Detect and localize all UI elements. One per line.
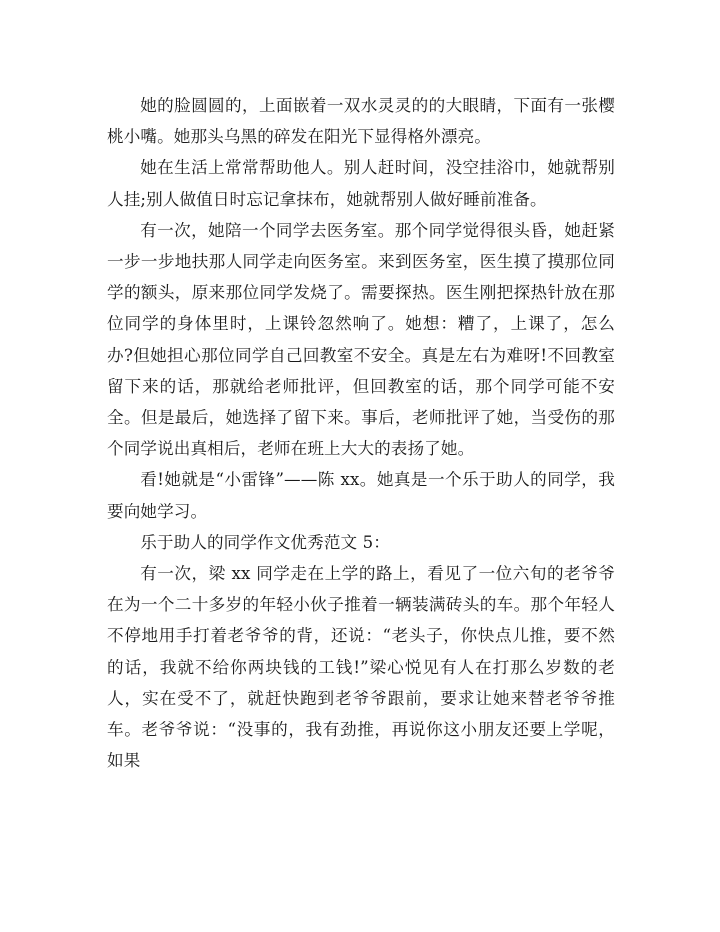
- document-body: [107, 90, 615, 776]
- section-heading-essay-5: 乐于助人的同学作文优秀范文 5：: [140, 532, 390, 552]
- paragraph-conclusion: 看!她就是“小雷锋”——陈 xx。她真是一个乐于助人的同学，我要向她学习。: [107, 470, 615, 521]
- paragraph-appearance: 她的脸圆圆的，上面嵌着一双水灵灵的的大眼睛，下面有一张樱桃小嘴。她那头乌黑的碎发在阳光下显得格外漂亮。: [107, 96, 615, 147]
- paragraph-clinic-story: 有一次，她陪一个同学去医务室。那个同学觉得很头昏，她赶紧一步一步地扶那人同学走向医务室。来到医务室，医生摸了摸那位同学的额头，原来那位同学发烧了。需要探热。医生刚把探热针放在那位同学的身体里时，上课铃忽然响了。她想：糟了，上课了，怎么办?但她担心那位同学自己回教室不安全。真是左右为难呀!不回教室留下来的话，那就给老师批评，但回教室的话，那个同学可能不安全。但是最后，她选择了留下来。事后，老师批评了她，当受伤的那个同学说出真相后，老师在班上大大的表扬了她。: [107, 220, 615, 459]
- paragraph-grandpa-story: 有一次，梁 xx 同学走在上学的路上，看见了一位六旬的老爷爷在为一个二十多岁的年轻小伙子推着一辆装满砖头的车。那个年轻人不停地用手打着老爷爷的背，还说：“老头子，你快点儿推，要不然的话，我就不给你两块钱的工钱!”梁心悦见有人在打那么岁数的老人，实在受不了，就赶快跑到老爷爷跟前，要求让她来替老爷爷推车。老爷爷说：“没事的，我有劲推，再说你这小朋友还要上学呢，如果: [107, 564, 615, 771]
- paragraph-helping-others: 她在生活上常常帮助他人。别人赶时间，没空挂浴巾，她就帮别人挂;别人做值日时忘记拿抹布，她就帮别人做好睡前准备。: [107, 158, 615, 209]
